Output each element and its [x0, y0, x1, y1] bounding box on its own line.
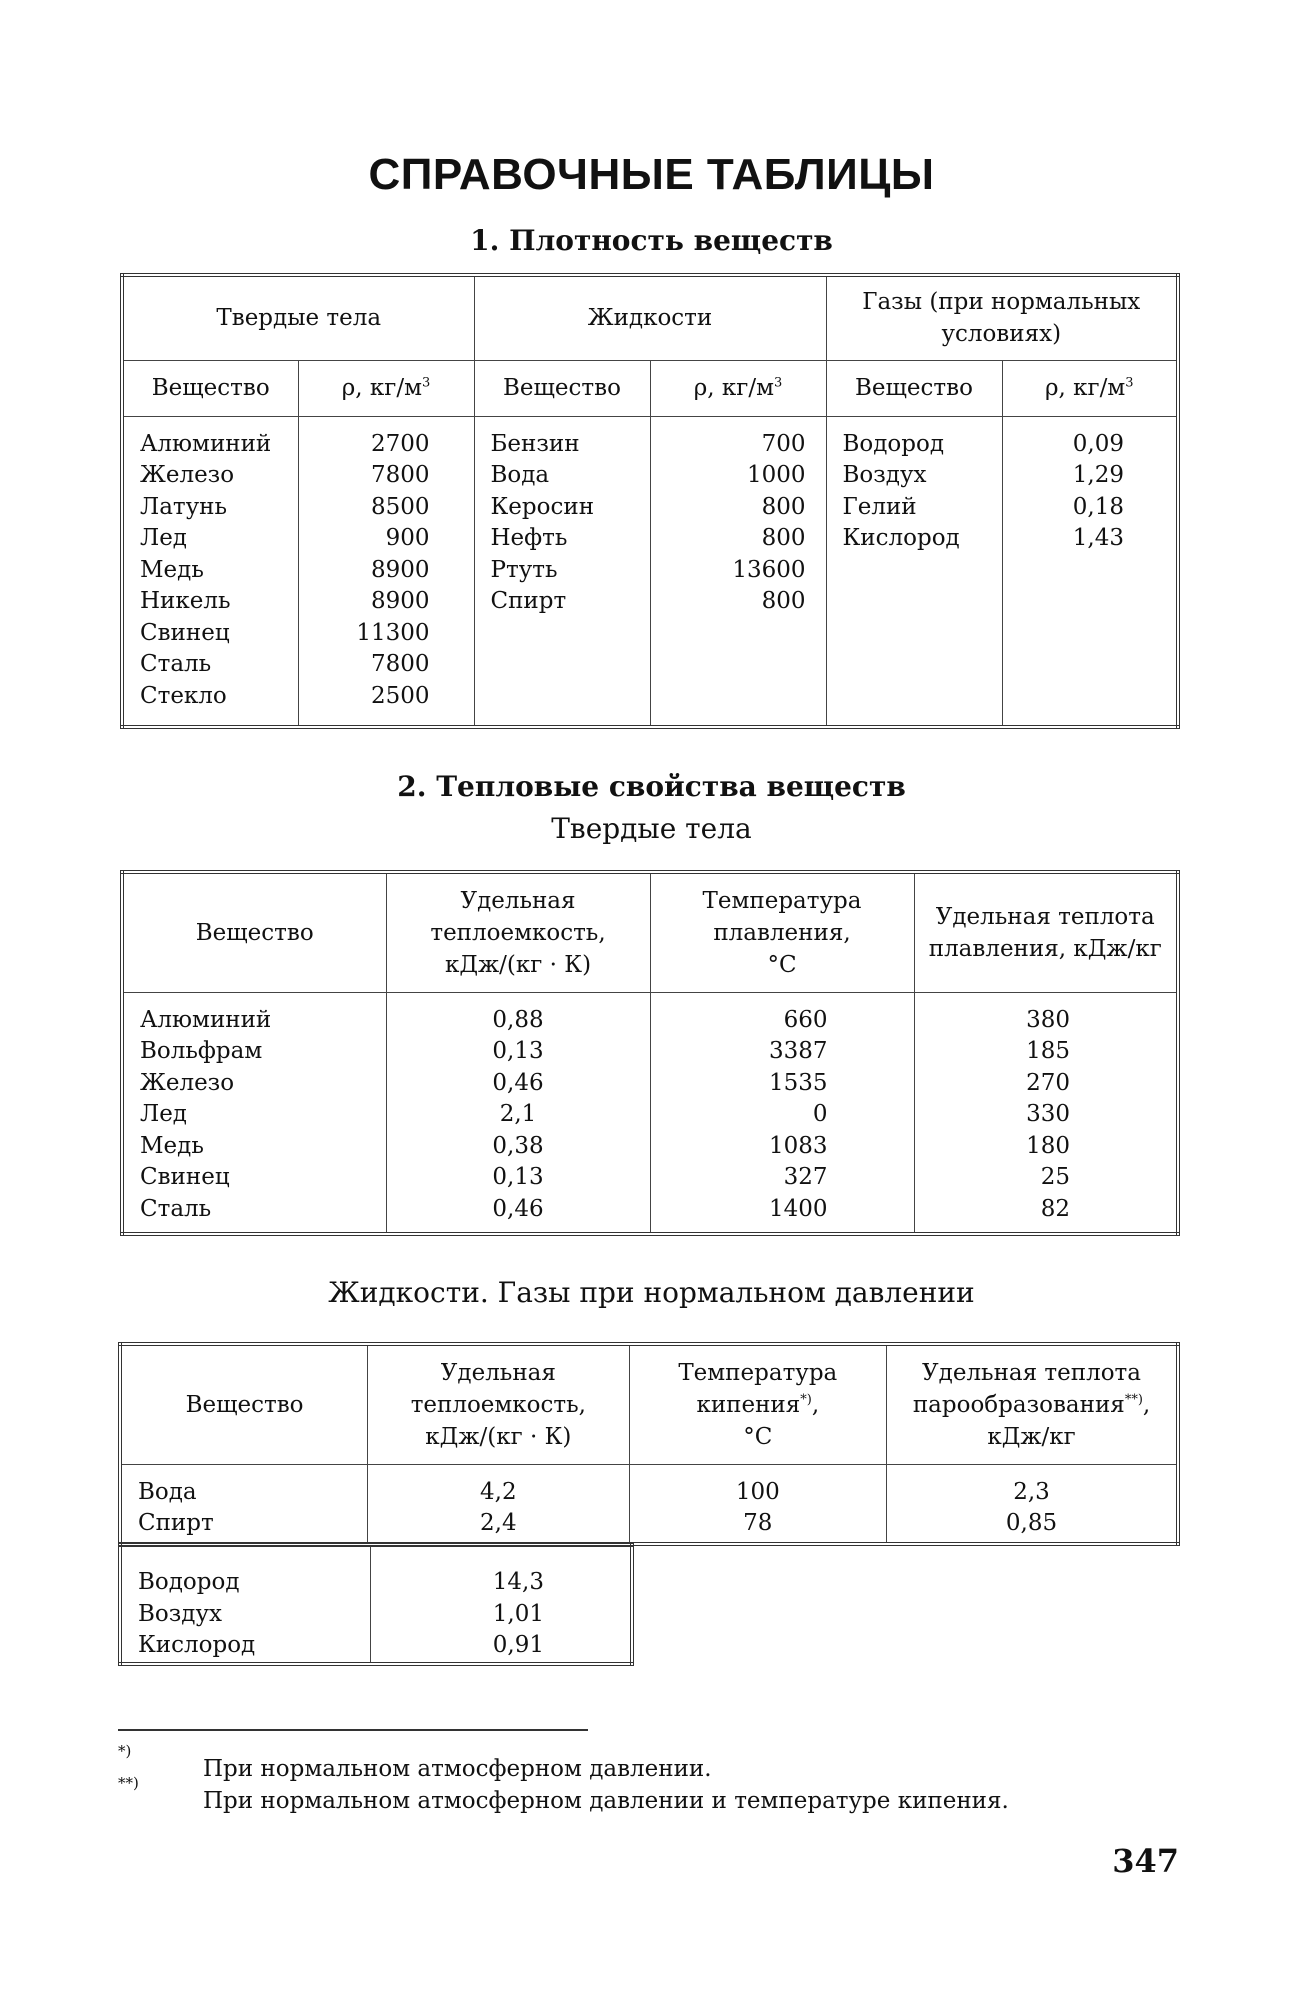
list-value: 800	[761, 493, 806, 520]
list-value: 8500	[370, 493, 430, 520]
melting-temp-values	[650, 992, 914, 1234]
list-item: Сталь	[140, 651, 212, 677]
list-value: 2500	[370, 682, 430, 709]
list-value: 380	[1026, 1006, 1070, 1033]
list-value: 4,2	[480, 1478, 517, 1505]
list-value: 1,29	[1072, 462, 1124, 488]
col-substance: Вещество	[120, 1344, 368, 1464]
list-value: 1400	[768, 1195, 828, 1222]
list-item: Спирт	[490, 588, 567, 614]
col-boiling-temp: Температура кипения*), °C	[629, 1344, 886, 1464]
list-value: 25	[1040, 1164, 1070, 1190]
col-density	[650, 360, 826, 416]
list-value: 1000	[746, 462, 806, 488]
boiling-temp-values	[629, 1464, 886, 1544]
col-density	[1002, 360, 1178, 416]
list-item: Вода	[138, 1478, 197, 1505]
col-heat-vaporization: Удельная теплота парообразования**), кДж/кг	[887, 1344, 1178, 1464]
list-value: 3387	[768, 1038, 828, 1064]
list-value: 2,1	[499, 1101, 537, 1127]
list-item: Алюминий	[140, 1006, 272, 1033]
list-item: Медь	[140, 1132, 204, 1159]
gases-names	[120, 1545, 370, 1664]
list-item: Стекло	[140, 682, 227, 709]
col-density-exp: 3	[773, 375, 783, 391]
list-value: 0	[812, 1101, 828, 1127]
page-number: 347	[1112, 1842, 1179, 1880]
list-value: 1,43	[1072, 525, 1124, 551]
footnote-mark: *)	[118, 1742, 132, 1760]
col-substance: Вещество	[122, 872, 386, 992]
list-value: 2,4	[480, 1510, 517, 1536]
list-value: 7800	[370, 462, 430, 488]
list-value: 180	[1026, 1132, 1070, 1159]
list-item: Медь	[140, 556, 204, 583]
list-item: Керосин	[490, 493, 595, 520]
list-value: 0,88	[492, 1006, 544, 1033]
thermal-solids-table	[120, 870, 1180, 1236]
liquids-names	[474, 416, 650, 727]
col-heat-capacity: Удельная теплоемкость, кДж/(кг · К)	[368, 1344, 629, 1464]
col-heat-fusion: Удельная теплота плавления, кДж/кг	[914, 872, 1178, 992]
list-item: Алюминий	[140, 430, 272, 457]
list-item: Гелий	[842, 493, 917, 520]
list-value: 700	[761, 430, 806, 457]
list-value: 800	[761, 588, 806, 614]
footnote-text: При нормальном атмосферном давлении и температуре кипения.	[203, 1788, 1009, 1814]
list-value: 800	[761, 525, 806, 551]
solids-names	[122, 992, 386, 1234]
list-item: Воздух	[138, 1600, 222, 1627]
col-density-exp: 3	[1125, 375, 1134, 391]
list-item: Свинец	[140, 619, 230, 646]
list-item: Водород	[138, 1569, 240, 1595]
list-value: 0,38	[492, 1132, 544, 1159]
list-value: 0,09	[1072, 430, 1124, 457]
list-value: 0,85	[1005, 1510, 1058, 1536]
list-value: 660	[783, 1006, 828, 1033]
list-value: 330	[1026, 1101, 1070, 1127]
list-item: Свинец	[140, 1164, 230, 1190]
list-value: 0,13	[492, 1038, 544, 1064]
list-value: 270	[1026, 1069, 1070, 1096]
vaporization-label: Удельная теплота парообразования	[912, 1359, 1141, 1418]
heat-fusion-values	[914, 992, 1178, 1234]
list-value: 7800	[370, 651, 430, 677]
col-density-exp: 3	[421, 375, 431, 391]
list-item: Латунь	[140, 493, 228, 520]
list-value: 0,13	[492, 1164, 544, 1190]
list-value: 14,3	[492, 1569, 544, 1595]
list-value: 2700	[370, 430, 430, 457]
list-value: 1083	[768, 1132, 828, 1159]
thermal-section-title: 2. Тепловые свойства веществ	[397, 770, 906, 803]
liquids-values	[650, 416, 826, 727]
list-value: 78	[743, 1510, 773, 1536]
gases-values	[1002, 416, 1178, 727]
fluids-subtitle: Жидкости. Газы при нормальном давлении	[328, 1276, 975, 1309]
list-value: 327	[783, 1164, 828, 1190]
list-item: Вольфрам	[140, 1038, 263, 1064]
list-item: Бензин	[490, 430, 580, 457]
col-substance: Вещество	[122, 360, 298, 416]
list-item: Вода	[490, 462, 550, 488]
list-item: Спирт	[138, 1510, 214, 1536]
thermal-liquids-table	[118, 1342, 1180, 1546]
vaporization-unit: кДж/кг	[987, 1423, 1076, 1450]
list-value: 0,46	[492, 1195, 544, 1222]
footnote-divider	[118, 1729, 588, 1731]
list-item: Кислород	[842, 525, 960, 551]
solids-values	[298, 416, 474, 727]
col-heat-capacity: Удельная теплоемкость, кДж/(кг · К)	[386, 872, 650, 992]
list-value: 13600	[732, 556, 806, 583]
footnote-text: При нормальном атмосферном давлении.	[203, 1756, 712, 1782]
col-density-label: ρ, кг/м	[341, 375, 422, 401]
heat-capacity-values	[368, 1464, 629, 1544]
list-item: Железо	[140, 462, 235, 488]
solids-subtitle: Твердые тела	[551, 812, 752, 845]
heat-capacity-values	[370, 1545, 632, 1664]
list-item: Водород	[842, 430, 944, 457]
solids-names	[122, 416, 298, 727]
list-value: 900	[385, 525, 430, 551]
list-value: 8900	[370, 556, 430, 583]
list-item: Нефть	[490, 525, 568, 551]
list-item: Воздух	[842, 462, 927, 488]
boiling-label: Температура кипения	[678, 1359, 838, 1418]
list-item: Сталь	[140, 1195, 212, 1222]
list-value: 11300	[356, 619, 430, 646]
density-table	[120, 273, 1180, 729]
list-item: Лед	[140, 1101, 187, 1127]
heat-capacity-values	[386, 992, 650, 1234]
list-value: 0,18	[1072, 493, 1124, 520]
group-header-solids: Твердые тела	[122, 275, 474, 360]
gases-names	[826, 416, 1002, 727]
col-substance: Вещество	[826, 360, 1002, 416]
page-title: СПРАВОЧНЫЕ ТАБЛИЦЫ	[368, 150, 935, 199]
thermal-gases-table	[118, 1543, 634, 1666]
list-value: 8900	[370, 588, 430, 614]
list-item: Железо	[140, 1069, 235, 1096]
col-density-label: ρ, кг/м	[693, 375, 774, 401]
heat-vaporization-values	[887, 1464, 1178, 1544]
list-value: 185	[1026, 1038, 1070, 1064]
col-melting-temp: Температура плавления, °C	[650, 872, 914, 992]
list-item: Никель	[140, 588, 231, 614]
density-section-title: 1. Плотность веществ	[470, 224, 833, 257]
footnote-mark: *)	[800, 1392, 812, 1408]
list-value: 1535	[768, 1069, 828, 1096]
list-item: Ртуть	[490, 556, 558, 583]
list-value: 2,3	[1013, 1478, 1050, 1505]
list-value: 1,01	[492, 1600, 544, 1627]
liquids-names	[120, 1464, 368, 1544]
list-value: 0,91	[492, 1632, 544, 1658]
footnote-mark: **)	[1124, 1392, 1143, 1408]
footnote-mark: **)	[118, 1774, 139, 1792]
list-value: 82	[1040, 1195, 1070, 1222]
boiling-unit: °C	[743, 1423, 773, 1450]
col-density	[298, 360, 474, 416]
col-density-label: ρ, кг/м	[1045, 375, 1126, 401]
group-header-gases: Газы (при нормальных условиях)	[826, 275, 1178, 360]
list-item: Лед	[140, 525, 187, 551]
list-item: Кислород	[138, 1632, 256, 1658]
list-value: 0,46	[492, 1069, 544, 1096]
list-value: 100	[735, 1478, 780, 1505]
group-header-liquids: Жидкости	[474, 275, 826, 360]
col-substance: Вещество	[474, 360, 650, 416]
